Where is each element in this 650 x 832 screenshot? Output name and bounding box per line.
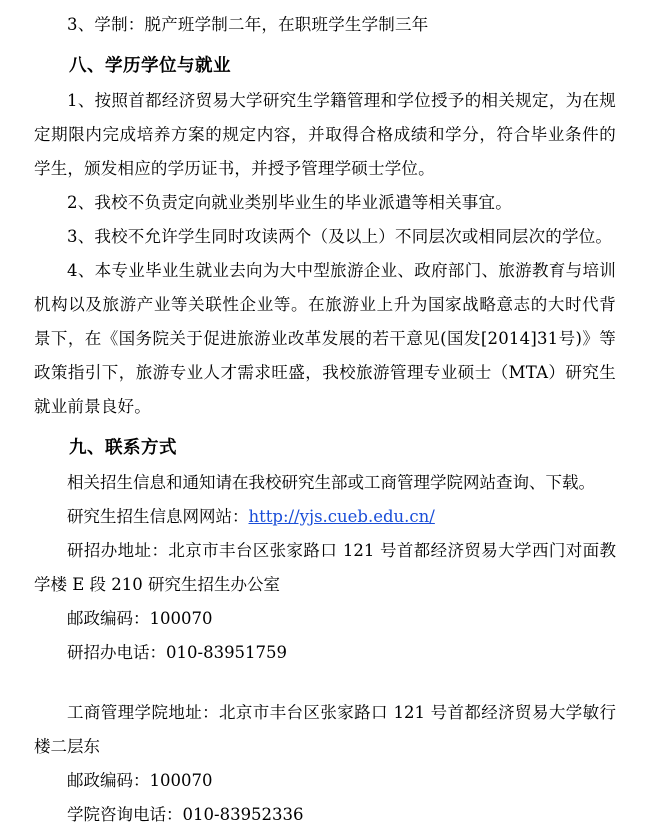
- line-postcode-1: 邮政编码：100070: [67, 609, 213, 628]
- graduate-admissions-url-link[interactable]: http://yjs.cueb.edu.cn/: [248, 507, 435, 526]
- line-admissions-office-address: 研招办地址：北京市丰台区张家路口 121 号首都经济贸易大学西门对面教学楼 E 段 210 研究生招生办公室: [34, 541, 616, 594]
- paragraph-degree-item-3: 3、我校不允许学生同时攻读两个（及以上）不同层次或相同层次的学位。: [67, 227, 613, 246]
- paragraph-contact-intro: 相关招生信息和通知请在我校研究生部或工商管理学院网站查询、下载。: [67, 473, 595, 492]
- spacer: [34, 670, 616, 696]
- paragraph-degree-item-1: 1、按照首都经济贸易大学研究生学籍管理和学位授予的相关规定，为在规定期限内完成培养方案的规定内容，并取得合格成绩和学分，符合毕业条件的学生，颁发相应的学历证书，并授予管理学硕士学位。: [34, 91, 616, 178]
- paragraph-degree-item-2: 2、我校不负责定向就业类别毕业生的毕业派遣等相关事宜。: [67, 193, 512, 212]
- line-admissions-phone: 研招办电话：010-83951759: [67, 643, 288, 662]
- line-postcode-2: 邮政编码：100070: [67, 771, 213, 790]
- website-label: 研究生招生信息网网站：: [67, 507, 249, 526]
- section-heading-contact: 九、联系方式: [69, 438, 177, 458]
- paragraph-schooling-system: 3、学制：脱产班学制二年，在职班学生学制三年: [67, 15, 429, 34]
- line-business-college-address: 工商管理学院地址：北京市丰台区张家路口 121 号首都经济贸易大学敏行楼二层东: [34, 703, 616, 756]
- paragraph-degree-item-4: 4、本专业毕业生就业去向为大中型旅游企业、政府部门、旅游教育与培训机构以及旅游产业等关联性企业等。在旅游业上升为国家战略意志的大时代背景下，在《国务院关于促进旅游业改革发展的若干意见(国发[2014]31号)》等政策指引下，旅游专业人才需求旺盛，我校旅游管理专业硕士（MTA）研究生就业前景良好。: [34, 261, 616, 416]
- section-heading-degree-employment: 八、学历学位与就业: [69, 56, 231, 76]
- line-graduate-admissions-website: [34, 500, 616, 534]
- line-college-phone: 学院咨询电话：010-83952336: [67, 805, 304, 824]
